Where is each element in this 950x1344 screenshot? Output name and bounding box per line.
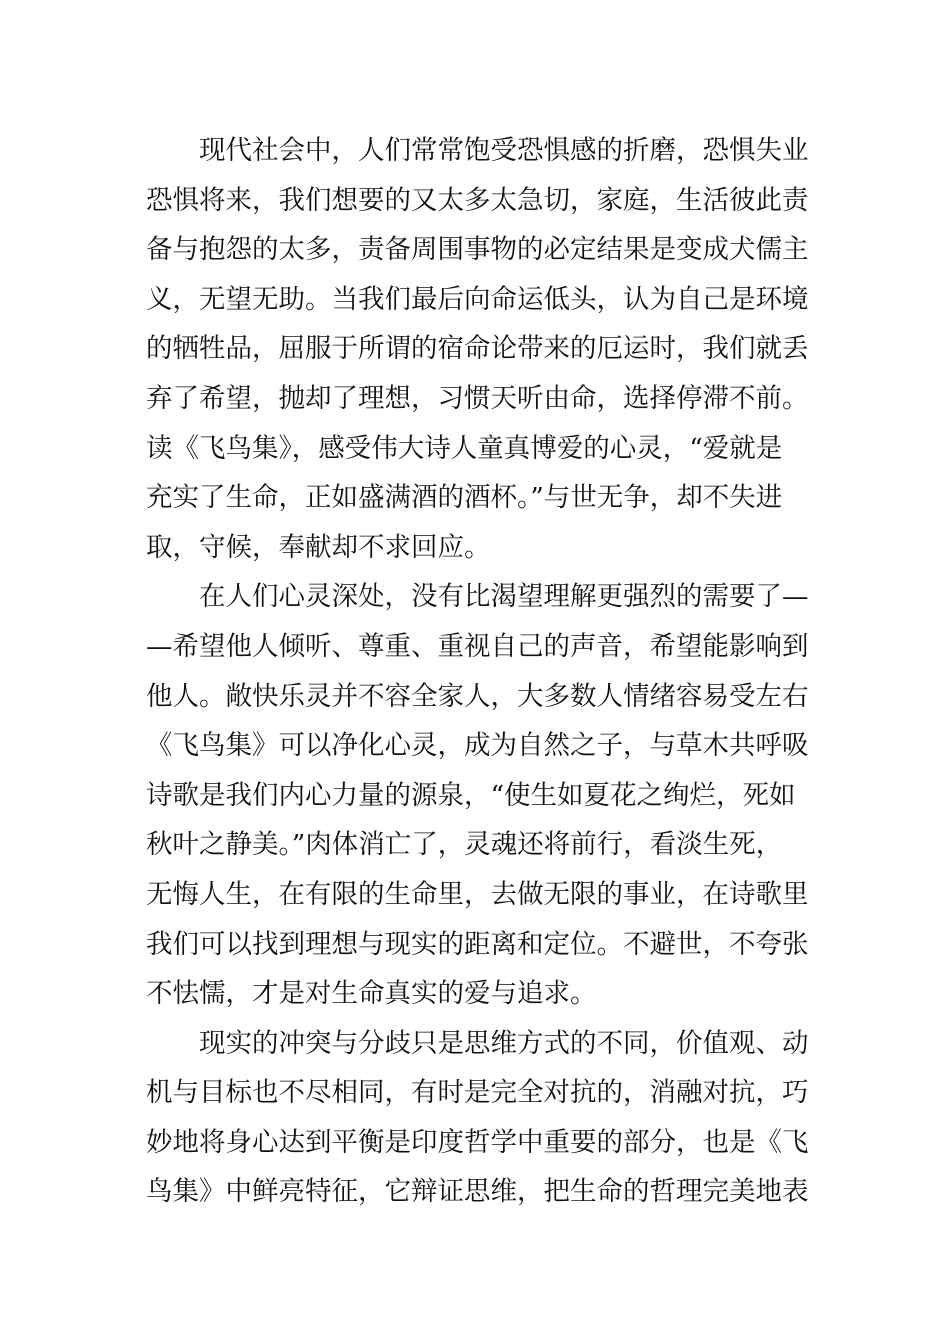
text-line: 鸟集》中鲜亮特征，它辩证思维，把生命的哲理完美地表 [146, 1176, 809, 1208]
text-line: 机与目标也不尽相同，有时是完全对抗的，消融对抗，巧 [146, 1077, 809, 1109]
text-line: 《飞鸟集》可以净化心灵，成为自然之子，与草木共呼吸 [146, 730, 809, 762]
text-line: 义，无望无助。当我们最后向命运低头，认为自己是环境 [146, 283, 809, 315]
text-line: 不怯懦，才是对生命真实的爱与追求。 [146, 978, 597, 1010]
text-line: 取，守候，奉献却不求回应。 [146, 531, 491, 563]
text-line: 读《飞鸟集》，感受伟大诗人童真博爱的心灵，“爱就是 [146, 432, 783, 464]
text-line: 妙地将身心达到平衡是印度哲学中重要的部分，也是《飞 [146, 1126, 809, 1158]
text-line: 无悔人生，在有限的生命里，去做无限的事业，在诗歌里 [146, 878, 809, 910]
paragraph-1 [146, 126, 816, 572]
text-line: 的牺牲品，屈服于所谓的宿命论带来的厄运时，我们就丢 [146, 333, 809, 365]
text-line: 诗歌是我们内心力量的源泉，“使生如夏花之绚烂，死如 [146, 779, 796, 811]
text-line: 现代社会中，人们常常饱受恐惧感的折磨，恐惧失业 [199, 135, 809, 166]
paragraph-3 [146, 1019, 816, 1217]
text-line: 在人们心灵深处，没有比渴望理解更强烈的需要了— [199, 581, 809, 613]
text-line: 秋叶之静美。”肉体消亡了，灵魂还将前行，看淡生死， [146, 829, 783, 861]
body-text [146, 126, 816, 1217]
text-line: 充实了生命，正如盛满酒的酒杯。”与世无争，却不失进 [146, 482, 783, 514]
text-line: 弃了希望，抛却了理想，习惯天听由命，选择停滞不前。 [146, 382, 809, 414]
text-line: 他人。敞快乐灵并不容全家人，大多数人情绪容易受左右 [146, 680, 809, 712]
text-line: 备与抱怨的太多，责备周围事物的必定结果是变成犬儒主 [146, 234, 809, 266]
paragraph-2 [146, 572, 816, 1018]
text-line: —希望他人倾听、尊重、重视自己的声音，希望能影响到 [146, 630, 809, 662]
text-line: 恐惧将来，我们想要的又太多太急切，家庭，生活彼此责 [146, 184, 809, 216]
text-line: 现实的冲突与分歧只是思维方式的不同，价值观、动 [199, 1027, 809, 1059]
text-line: 我们可以找到理想与现实的距离和定位。不避世，不夸张 [146, 928, 809, 960]
